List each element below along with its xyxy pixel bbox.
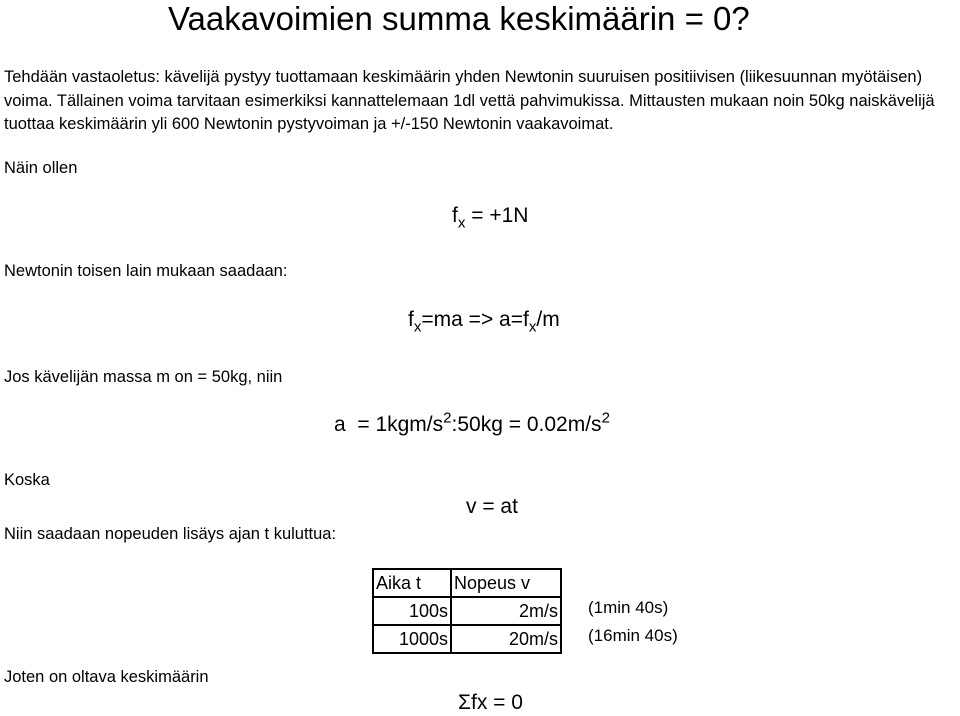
equation-acceleration	[334, 409, 610, 438]
equation-velocity: v = at	[466, 495, 518, 518]
table-header-time: Aika t	[373, 569, 451, 597]
eq2-sub1: x	[413, 318, 422, 336]
eq2-c: /m	[536, 308, 560, 331]
table-cell-time: 100s	[373, 597, 451, 625]
table-header-speed: Nopeus v	[451, 569, 561, 597]
speed-table	[372, 568, 562, 654]
equation-newton	[408, 307, 560, 336]
page-title: Vaakavoimien summa keskimäärin = 0?	[168, 0, 750, 37]
eq3-a: a = 1kgm/s	[334, 413, 444, 436]
label-newton-law: Newtonin toisen lain mukaan saadaan:	[4, 262, 288, 280]
label-nain-ollen: Näin ollen	[4, 159, 78, 177]
eq1-sub: x	[457, 214, 466, 232]
intro-paragraph: Tehdään vastaoletus: kävelijä pystyy tuottamaan keskimäärin yhden Newtonin suuruisen positiivisen (liikesuunnan myötäisen) voima. Tällainen voima tarvitaan esimerkiksi kannattelemaan 1dl vettä pahvimukissa. Mittausten mukaan noin 50kg naiskävelijä tuottaa keskimäärin yli 600 Newtonin pystyvoiman ja +/-150 Newtonin vaakavoimat.	[4, 68, 935, 133]
eq1-f: f	[452, 204, 458, 227]
label-conclusion: Joten on oltava keskimäärin	[4, 668, 209, 686]
eq1-rest: = +1N	[465, 204, 529, 227]
eq3-b: :50kg = 0.02m/s	[451, 413, 602, 436]
table-note: (16min 40s)	[588, 626, 678, 645]
table-row	[373, 597, 561, 625]
eq2-a: f	[408, 308, 414, 331]
table-row	[373, 625, 561, 653]
equation-force	[452, 203, 529, 232]
table-cell-time: 1000s	[373, 625, 451, 653]
eq3-sup1: 2	[443, 409, 452, 427]
table-cell-speed: 2m/s	[451, 597, 561, 625]
label-koska: Koska	[4, 471, 50, 489]
equation-sum-forces: Σfx = 0	[458, 691, 523, 714]
eq2-sub2: x	[528, 318, 537, 336]
table-header-row	[373, 569, 561, 597]
label-speed: Niin saadaan nopeuden lisäys ajan t kuluttua:	[4, 525, 337, 543]
label-mass: Jos kävelijän massa m on = 50kg, niin	[4, 368, 283, 386]
eq2-b: =ma => a=f	[421, 308, 529, 331]
table-note: (1min 40s)	[588, 598, 669, 617]
table-cell-speed: 20m/s	[451, 625, 561, 653]
eq3-sup2: 2	[601, 409, 610, 427]
